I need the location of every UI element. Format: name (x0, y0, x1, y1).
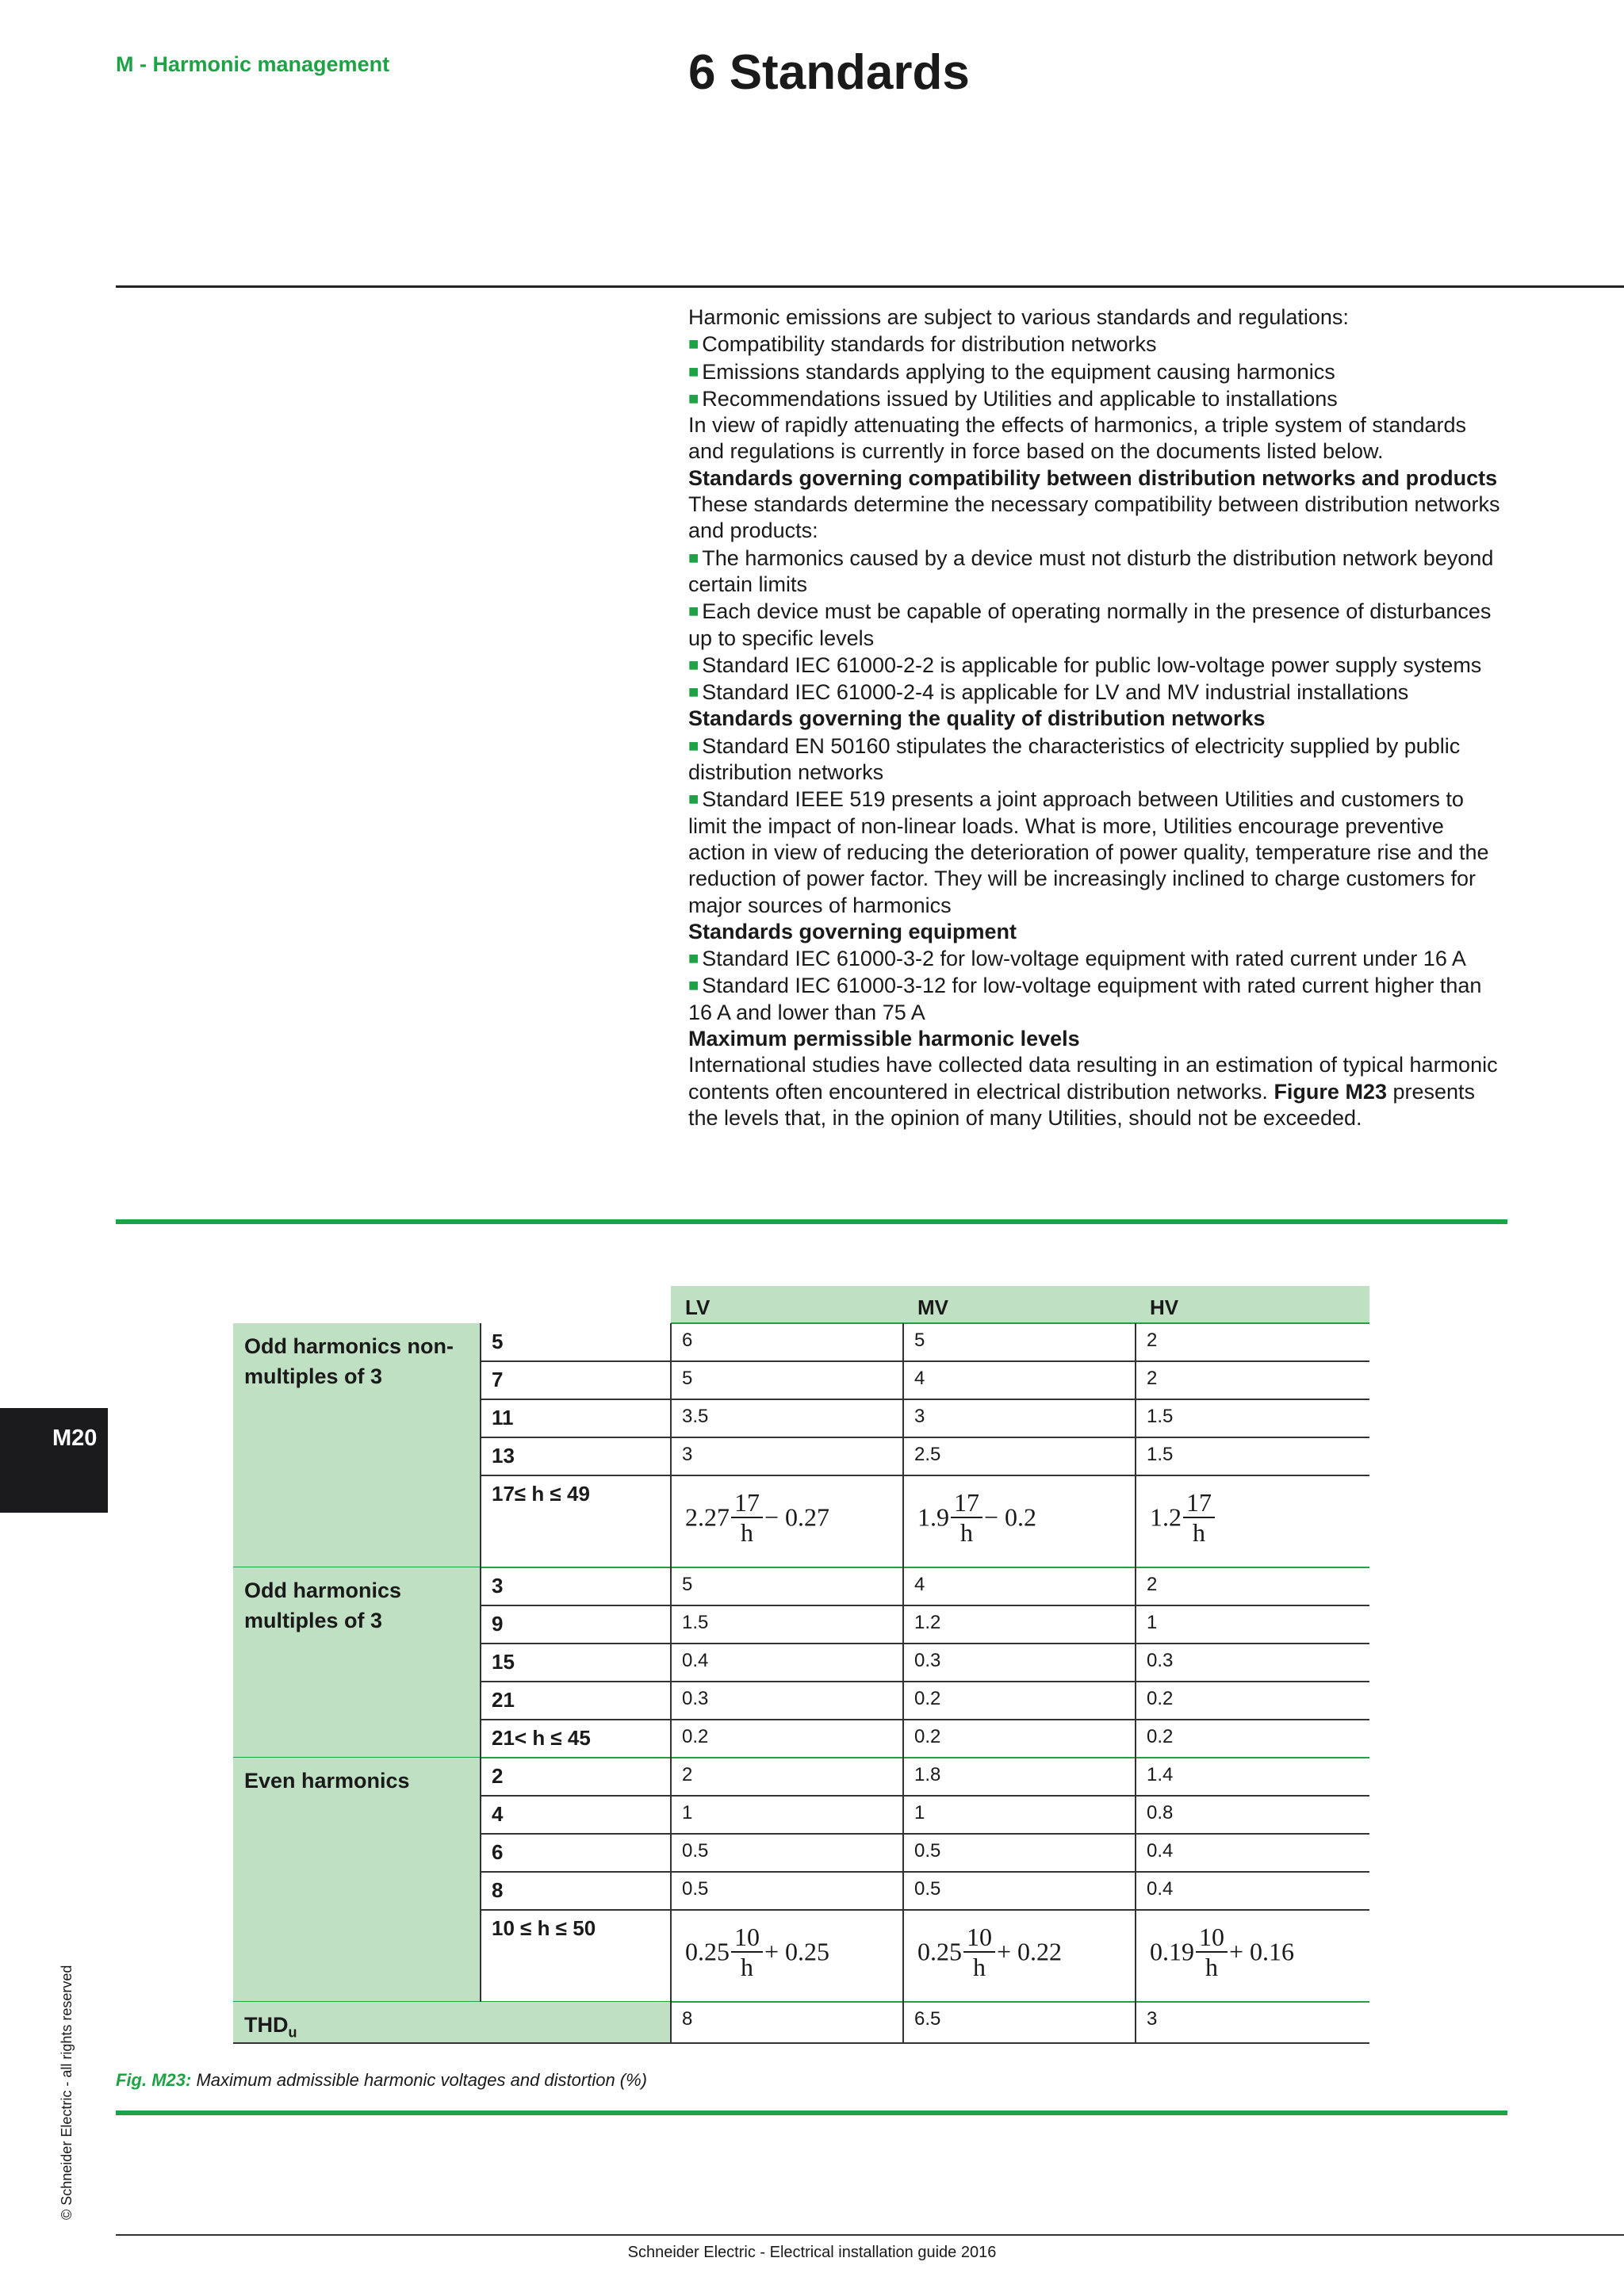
section-text: International studies have collected data resulting in an estimation of typical harmonic contents often encountered in electrical distribution networks. Figure M23 presents the levels that, in the opinion of many Utilities, should not be exceeded. (688, 1053, 1498, 1130)
table-cell-value: 0.5 (682, 1840, 709, 1862)
bullet-square-icon: ■ (688, 948, 699, 969)
table-cell-value: 3 (914, 1406, 925, 1427)
formula (1150, 1923, 1294, 1981)
formula-coefficient: 1.9 (917, 1502, 949, 1532)
formula (685, 1923, 829, 1981)
table-cell-value: 1 (682, 1802, 693, 1823)
table-cell-value: 1.2 (914, 1612, 941, 1633)
group-label: Odd harmonics non-multiples of 3 (233, 1323, 481, 1567)
bullet-item: ■ Standard IEEE 519 presents a joint approach between Utilities and customers to limit the impact of non-linear loads. What is more, Utilities encourage preventive action in view of reducing the deterioration of power quality, temperature rise and the reduction of power factor. They will be increasingly inclined to charge customers for major sources of harmonics (688, 787, 1489, 917)
fraction-denominator: h (1205, 1953, 1218, 1981)
section-heading: Standards governing compatibility between distribution networks and products (688, 465, 1498, 490)
bullet-square-icon: ■ (688, 334, 699, 354)
table-cell-value: 0.2 (1147, 1726, 1174, 1747)
table-cell-value: 0.4 (1147, 1878, 1174, 1900)
formula-offset: − 0.2 (984, 1502, 1037, 1532)
table-cell-value: 3 (682, 1444, 693, 1465)
formula-coefficient: 1.2 (1150, 1502, 1182, 1532)
bullet-item: ■ Standard IEC 61000-2-4 is applicable for LV and MV industrial installations (688, 680, 1409, 705)
intro-text-2: In view of rapidly attenuating the effects of harmonics, a triple system of standards and regulations is currently in force based on the documents listed below. (688, 413, 1467, 464)
harmonic-order: 5 (492, 1330, 504, 1353)
formula-cell (903, 1910, 1136, 2002)
bullet-square-icon: ■ (688, 975, 699, 996)
bullet-item: ■ Recommendations issued by Utilities and applicable to installations (688, 386, 1338, 411)
formula (917, 1488, 1036, 1547)
table-bottom-rule (233, 2042, 1369, 2044)
table-cell-value: 1 (914, 1802, 925, 1823)
table-cell-value: 1.4 (1147, 1764, 1174, 1785)
harmonic-order: 7 (492, 1368, 504, 1391)
page-title: 6 Standards (688, 45, 970, 100)
column-divider (670, 1323, 672, 2043)
harmonic-order: 21< h ≤ 45 (492, 1726, 591, 1750)
fraction-numerator: 10 (963, 1923, 995, 1953)
fraction-numerator: 10 (1196, 1923, 1228, 1953)
thd-subscript: u (288, 2024, 297, 2041)
formula-fraction (1196, 1923, 1228, 1981)
formula-fraction (951, 1488, 982, 1547)
formula-cell (671, 1475, 903, 1567)
table-cell-value: 2 (682, 1764, 693, 1785)
formula (685, 1488, 829, 1547)
thd-value: 3 (1147, 2008, 1158, 2030)
table-cell-value: 0.4 (682, 1650, 709, 1671)
bullet-square-icon: ■ (688, 654, 699, 675)
group-label: Odd harmonics multiples of 3 (233, 1567, 481, 1758)
harmonic-order: 10 ≤ h ≤ 50 (492, 1916, 596, 1940)
fraction-denominator: h (973, 1953, 986, 1981)
table-cell-value: 0.3 (914, 1650, 941, 1671)
table-cell-value: 3.5 (682, 1406, 709, 1427)
formula-coefficient: 0.19 (1150, 1937, 1194, 1966)
table-cell-value: 0.5 (682, 1878, 709, 1900)
harmonic-order: 9 (492, 1612, 504, 1636)
harmonic-order: 15 (492, 1650, 515, 1674)
formula (917, 1923, 1062, 1981)
bullet-square-icon: ■ (688, 388, 699, 408)
formula-fraction (1183, 1488, 1215, 1547)
figure-reference: Figure M23 (1274, 1079, 1387, 1104)
bullet-item: ■ The harmonics caused by a device must not disturb the distribution network beyond certain limits (688, 545, 1494, 596)
fraction-numerator: 17 (731, 1488, 763, 1518)
harmonic-order: 3 (492, 1574, 504, 1598)
bullet-item: ■ Emissions standards applying to the equipment causing harmonics (688, 359, 1335, 384)
body-text (688, 304, 1505, 1131)
thd-label (233, 2002, 671, 2043)
formula-coefficient: 0.25 (685, 1937, 730, 1966)
table-cell-value: 0.4 (1147, 1840, 1174, 1862)
bullet-item: ■ Compatibility standards for distribution networks (688, 332, 1157, 357)
table-cell-value: 0.5 (914, 1878, 941, 1900)
formula-offset: + 0.16 (1229, 1937, 1295, 1966)
formula-cell (1136, 1475, 1369, 1567)
fraction-numerator: 17 (951, 1488, 982, 1518)
group-label: Even harmonics (233, 1758, 481, 2002)
table-cell-value: 0.3 (682, 1688, 709, 1709)
formula-cell (671, 1910, 903, 2002)
table-cell-value: 2.5 (914, 1444, 941, 1465)
bullet-square-icon: ■ (688, 735, 699, 756)
table-cell-value: 1 (1147, 1612, 1158, 1633)
harmonic-order: 8 (492, 1878, 504, 1902)
table-cell-value: 2 (1147, 1368, 1158, 1389)
fraction-denominator: h (960, 1518, 973, 1547)
figure-bottom-rule (116, 2110, 1507, 2115)
footer-rule (116, 2234, 1624, 2236)
table-cell-value: 1.5 (682, 1612, 709, 1633)
bullet-square-icon: ■ (688, 789, 699, 809)
formula (1150, 1488, 1216, 1547)
fraction-numerator: 10 (731, 1923, 763, 1953)
bullet-square-icon: ■ (688, 547, 699, 568)
formula-offset: + 0.22 (997, 1937, 1063, 1966)
footer-text: Schneider Electric - Electrical installation guide 2016 (627, 2244, 997, 2261)
formula-fraction (731, 1923, 763, 1981)
bullet-item: ■ Standard IEC 61000-3-2 for low-voltage equipment with rated current under 16 A (688, 947, 1466, 971)
table-cell-value: 0.8 (1147, 1802, 1174, 1823)
table-cell-value: 0.5 (914, 1840, 941, 1862)
chapter-label: M - Harmonic management (116, 52, 390, 76)
table-cell-value: 0.2 (914, 1688, 941, 1709)
column-divider (902, 1323, 904, 2043)
harmonic-order: 17≤ h ≤ 49 (492, 1482, 590, 1506)
harmonic-order: 11 (492, 1406, 514, 1429)
section-text: These standards determine the necessary compatibility between distribution networks and products: (688, 492, 1500, 543)
bullet-square-icon: ■ (688, 682, 699, 702)
table-cell-value: 4 (914, 1368, 925, 1389)
thd-text: THD (244, 2013, 289, 2037)
figure-caption: Fig. M23: Maximum admissible harmonic voltages and distortion (%) (116, 2070, 648, 2090)
table-cell-value: 1.5 (1147, 1406, 1174, 1427)
formula-coefficient: 2.27 (685, 1502, 730, 1532)
formula-coefficient: 0.25 (917, 1937, 962, 1966)
formula-fraction (731, 1488, 763, 1547)
bullet-item: ■ Standard IEC 61000-2-2 is applicable for public low-voltage power supply systems (688, 652, 1482, 677)
thd-value: 8 (682, 2008, 693, 2030)
bullet-item: ■ Standard IEC 61000-3-12 for low-voltage equipment with rated current higher than 16 A and lower than 75 A (688, 974, 1482, 1024)
thd-value: 6.5 (914, 2008, 941, 2030)
table-cell-value: 2 (1147, 1574, 1158, 1595)
formula-offset: − 0.27 (764, 1502, 830, 1532)
harmonic-order: 21 (492, 1688, 515, 1712)
copyright-notice: © Schneider Electric - all rights reserved (59, 1965, 75, 2220)
group-column-divider (480, 1323, 481, 1567)
harmonic-order: 2 (492, 1764, 504, 1788)
harmonic-order: 6 (492, 1840, 504, 1864)
table-cell-value: 0.2 (914, 1726, 941, 1747)
group-column-divider (480, 1758, 481, 2002)
column-divider (1135, 1323, 1136, 2043)
table-cell-value: 4 (914, 1574, 925, 1595)
fraction-denominator: h (1193, 1518, 1205, 1547)
bullet-item: ■ Each device must be capable of operating normally in the presence of disturbances up to specific levels (688, 599, 1492, 650)
table-cell-value: 1.8 (914, 1764, 941, 1785)
section-heading: Standards governing the quality of distribution networks (688, 706, 1266, 731)
table-cell-value: 1.5 (1147, 1444, 1174, 1465)
intro-text: Harmonic emissions are subject to various standards and regulations: (688, 305, 1349, 329)
column-header-lv: LV (671, 1286, 903, 1323)
page-number-tab: M20 (0, 1408, 108, 1513)
fraction-denominator: h (741, 1518, 753, 1547)
table-cell-value: 0.2 (1147, 1688, 1174, 1709)
group-column-divider (480, 1567, 481, 1758)
section-heading: Standards governing equipment (688, 919, 1017, 943)
table-cell-value: 0.3 (1147, 1650, 1174, 1671)
table-cell-value: 0.2 (682, 1726, 709, 1747)
formula-cell (1136, 1910, 1369, 2002)
bullet-square-icon: ■ (688, 361, 699, 381)
section-heading: Maximum permissible harmonic levels (688, 1027, 1080, 1051)
table-cell-value: 5 (682, 1574, 693, 1595)
column-header-hv: HV (1136, 1286, 1369, 1323)
fraction-numerator: 17 (1183, 1488, 1215, 1518)
formula-cell (903, 1475, 1136, 1567)
header-rule (116, 285, 1624, 288)
formula-fraction (963, 1923, 995, 1981)
table-cell-value: 2 (1147, 1330, 1158, 1351)
bullet-square-icon: ■ (688, 601, 699, 622)
formula-offset: + 0.25 (764, 1937, 830, 1966)
figure-top-rule (116, 1219, 1507, 1224)
column-header-mv: MV (903, 1286, 1136, 1323)
harmonic-order: 13 (492, 1444, 515, 1468)
table-cell-value: 5 (682, 1368, 693, 1389)
table-cell-value: 6 (682, 1330, 693, 1351)
fraction-denominator: h (741, 1953, 753, 1981)
table-cell-value: 5 (914, 1330, 925, 1351)
harmonic-order: 4 (492, 1802, 504, 1826)
bullet-item: ■ Standard EN 50160 stipulates the characteristics of electricity supplied by public distribution networks (688, 733, 1461, 785)
